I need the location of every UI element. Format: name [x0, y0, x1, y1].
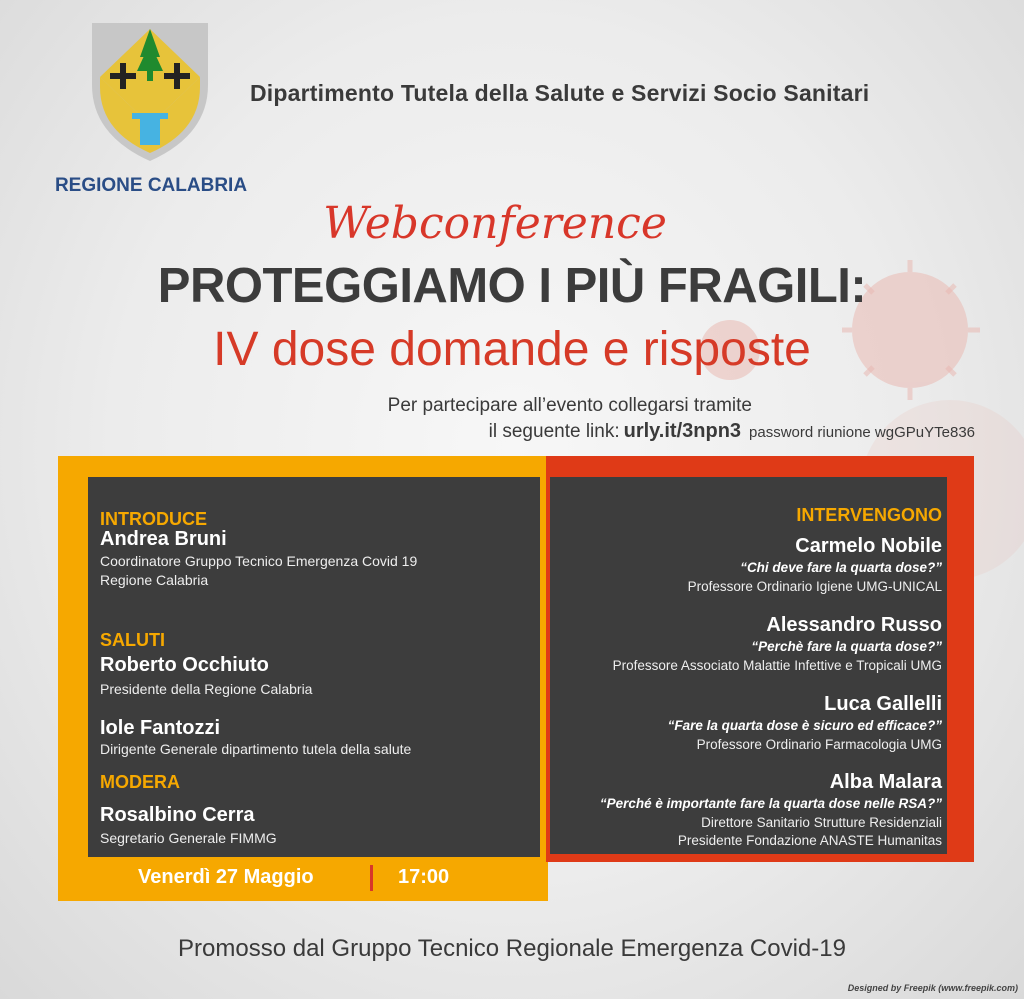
- speaker-name: Alba Malara: [829, 771, 942, 793]
- speaker-name: Alessandro Russo: [766, 614, 942, 636]
- speaker-role: Direttore Sanitario Strutture Residenziali: [701, 815, 942, 830]
- regione-calabria-emblem-icon: [84, 15, 216, 165]
- main-title: PROTEGGIAMO I PIÙ FRAGILI:: [157, 259, 867, 313]
- event-type: [0, 198, 990, 249]
- saluti-name: Iole Fantozzi: [100, 717, 220, 739]
- saluti-heading: SALUTI: [100, 630, 165, 650]
- join-link-line: [0, 420, 975, 443]
- event-type-label: Webconference: [323, 198, 667, 249]
- speaker-topic: “Perchè fare la quarta dose?”: [751, 639, 942, 654]
- promoter-line: Promosso dal Gruppo Tecnico Regionale Emergenza Covid-19: [178, 935, 846, 962]
- introducer-name: Andrea Bruni: [100, 528, 227, 550]
- speaker-topic: “Fare la quarta dose è sicuro ed efficace?”: [667, 718, 942, 733]
- design-credit: Designed by Freepik (www.freepik.com): [847, 983, 1018, 993]
- saluti-name: Roberto Occhiuto: [100, 654, 269, 676]
- moderator-name: Rosalbino Cerra: [100, 804, 255, 826]
- department-title: Dipartimento Tutela della Salute e Servizi Socio Sanitari: [250, 80, 870, 106]
- introducer-role: Coordinatore Gruppo Tecnico Emergenza Covid 19: [100, 553, 418, 569]
- speaker-role: Professore Ordinario Farmacologia UMG: [696, 737, 942, 752]
- introduce-heading: INTRODUCE: [100, 509, 207, 529]
- modera-heading: MODERA: [100, 772, 180, 792]
- schedule-bar: [58, 862, 548, 896]
- speaker-name: Luca Gallelli: [824, 693, 942, 715]
- region-name: REGIONE CALABRIA: [54, 175, 248, 196]
- subtitle: IV dose domande e risposte: [213, 323, 811, 376]
- speakers-heading: INTERVENGONO: [796, 505, 942, 525]
- meeting-link[interactable]: urly.it/3npn3: [623, 420, 742, 442]
- speaker-role: Professore Associato Malattie Infettive e Tropicali UMG: [612, 658, 942, 673]
- saluti-role: Presidente della Regione Calabria: [100, 681, 313, 697]
- join-link-label: il seguente link:: [488, 421, 620, 442]
- event-time: 17:00: [398, 866, 450, 888]
- saluti-role: Dirigente Generale dipartimento tutela della salute: [100, 741, 412, 757]
- introducer-organization: Regione Calabria: [100, 572, 209, 588]
- meeting-password: password riunione wgGPuYTe836: [749, 424, 975, 441]
- join-instructions: Per partecipare all’evento collegarsi tramite: [387, 395, 752, 416]
- speaker-name: Carmelo Nobile: [795, 535, 942, 557]
- speaker-topic: “Chi deve fare la quarta dose?”: [740, 560, 942, 575]
- speaker-role: Professore Ordinario Igiene UMG-UNICAL: [687, 579, 942, 594]
- moderator-role: Segretario Generale FIMMG: [100, 830, 277, 846]
- speaker-role-secondary: Presidente Fondazione ANASTE Humanitas: [677, 833, 942, 848]
- event-date: Venerdì 27 Maggio: [138, 866, 314, 888]
- speaker-topic: “Perché è importante fare la quarta dose nelle RSA?”: [599, 796, 942, 811]
- schedule-separator: [370, 865, 373, 891]
